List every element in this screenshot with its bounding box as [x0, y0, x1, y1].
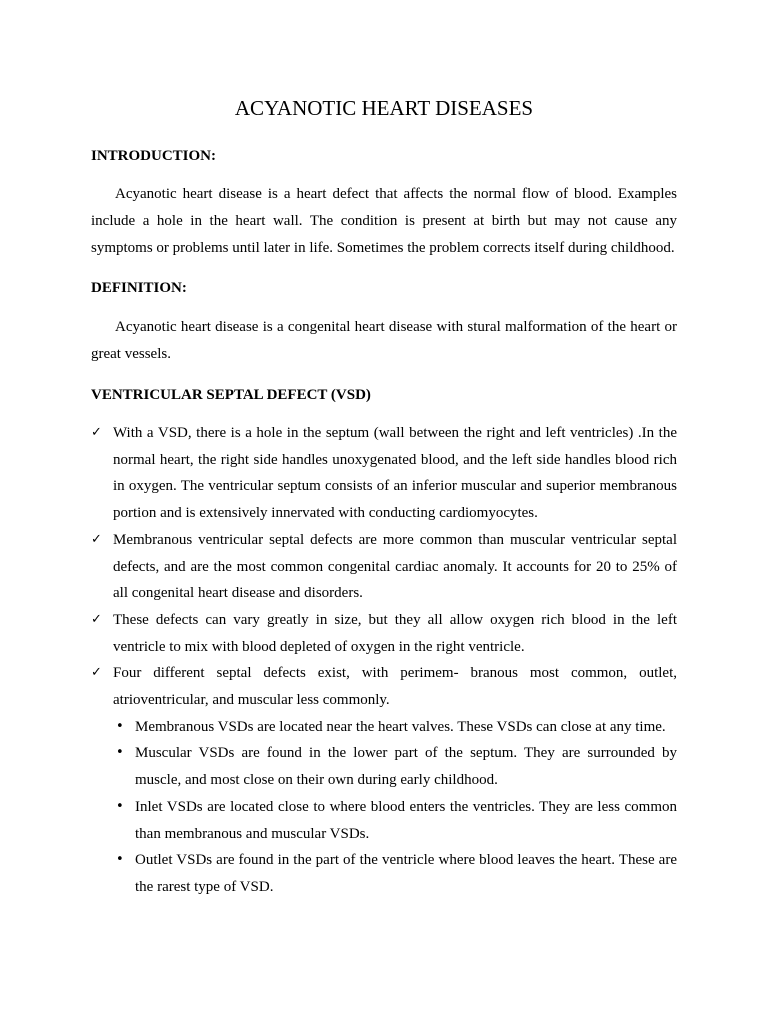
list-item: [113, 714, 677, 741]
definition-paragraph: Acyanotic heart disease is a congenital heart disease with stural malformation of the heart or great vessels.: [91, 319, 677, 362]
list-item-text: Membranous VSDs are located near the heart valves. These VSDs can close at any time.: [135, 718, 666, 735]
list-item-text: Inlet VSDs are located close to where blood enters the ventricles. They are less common than membranous and muscular VSDs.: [135, 798, 677, 842]
list-item-text: Outlet VSDs are found in the part of the ventricle where blood leaves the heart. These are the rarest type of VSD.: [135, 852, 677, 895]
checkmark-icon: ✓: [91, 425, 102, 440]
list-item: [113, 847, 677, 900]
list-item: [91, 527, 677, 607]
checkmark-icon: ✓: [91, 531, 102, 547]
introduction-heading: INTRODUCTION:: [91, 148, 217, 164]
vsd-heading: VENTRICULAR SEPTAL DEFECT (VSD): [91, 387, 371, 403]
checkmark-icon: ✓: [91, 611, 102, 627]
bullet-icon: •: [116, 718, 124, 734]
vsd-point-list: [91, 420, 677, 901]
definition-heading: DEFINITION:: [91, 280, 187, 296]
checkmark-icon: ✓: [91, 665, 102, 681]
vsd-type-list: [113, 714, 677, 901]
list-item: [91, 420, 677, 527]
list-item-text: Muscular VSDs are found in the lower part of the septum. They are surrounded by muscle, and most close on their own during early childhood.: [135, 745, 677, 789]
document-title: ACYANOTIC HEART DISEASES: [234, 96, 534, 120]
bullet-icon: •: [116, 745, 124, 761]
list-item: [113, 740, 677, 793]
list-item-text: Membranous ventricular septal defects are more common than muscular ventricular septal defects, and are the most common congenital cardiac anomaly. It accounts for 20 to 25% of all congenital heart disease and disorders.: [113, 531, 677, 602]
list-item-text: Four different septal defects exist, with perimem- branous most common, outlet, atrioventricular, and muscular less commonly.: [113, 665, 677, 709]
bullet-icon: •: [116, 852, 124, 868]
introduction-paragraph: Acyanotic heart disease is a heart defect that affects the normal flow of blood. Examples include a hole in the heart wall. The condition is present at birth but may not cause any symptoms or problems until later in life. Sometimes the problem corrects itself during childhood.: [91, 186, 677, 256]
list-item: [91, 607, 677, 660]
bullet-icon: •: [116, 798, 124, 814]
list-item-text: These defects can vary greatly in size, but they all allow oxygen rich blood in the left ventricle to mix with blood depleted of oxygen in the right ventricle.: [113, 611, 677, 655]
list-item: [91, 660, 677, 900]
list-item-text: With a VSD, there is a hole in the septum (wall between the right and left ventricles) .In the normal heart, the right side handles unoxygenated blood, and the left side handles blood rich in oxygen. The ventricular septum consists of an inferior muscular and superior membranous portion and is extensively innervated with conducting cardiomyocytes.: [113, 425, 677, 522]
list-item: [113, 794, 677, 847]
